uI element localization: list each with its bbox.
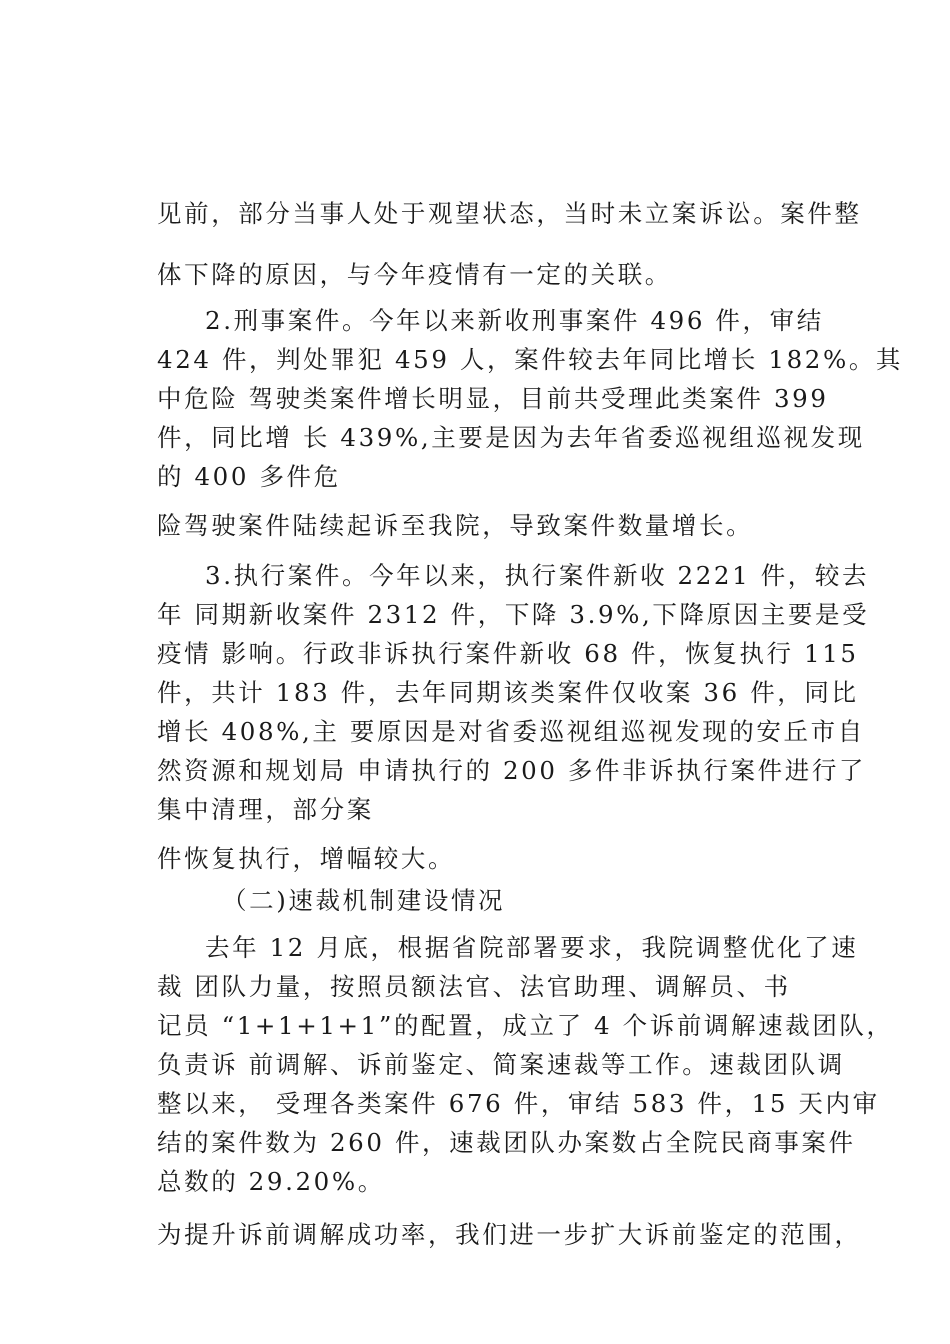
paragraph-enforcement-cases: 3.执行案件。今年以来，执行案件新收 2221 件，较去: [205, 561, 870, 590]
text-line: 疫情 影响。行政非诉执行案件新收 68 件，恢复执行 115: [157, 639, 859, 668]
paragraph-fast-track: 去年 12 月底，根据省院部署要求，我院调整优化了速: [205, 933, 859, 962]
text-line: 为提升诉前调解成功率，我们进一步扩大诉前鉴定的范围，: [157, 1220, 862, 1249]
paragraph-criminal-cases: 2.刑事案件。今年以来新收刑事案件 496 件，审结: [205, 306, 824, 335]
text-line: 整以来， 受理各类案件 676 件，审结 583 件，15 天内审: [157, 1089, 880, 1118]
text-line: 年 同期新收案件 2312 件，下降 3.9%,下降原因主要是受: [157, 600, 870, 629]
text-line: 险驾驶案件陆续起诉至我院，导致案件数量增长。: [157, 511, 754, 540]
text-line: 然资源和规划局 申请执行的 200 多件非诉执行案件进行了: [157, 756, 867, 785]
text-line: 见前，部分当事人处于观望状态，当时未立案诉讼。案件整: [157, 199, 862, 228]
text-line: 结的案件数为 260 件，速裁团队办案数占全院民商事案件: [157, 1128, 856, 1157]
text-line: 件，同比增 长 439%,主要是因为去年省委巡视组巡视发现: [157, 423, 865, 452]
text-line: 件恢复执行，增幅较大。: [157, 844, 456, 873]
text-line: 件，共计 183 件，去年同期该类案件仅收案 36 件，同比: [157, 678, 859, 707]
text-line: 集中清理，部分案: [157, 795, 374, 824]
text-line: 总数的 29.20%。: [157, 1167, 385, 1196]
text-line: 记员 “1+1+1+1”的配置，成立了 4 个诉前调解速裁团队，: [157, 1011, 894, 1040]
section-heading: （二)速裁机制建设情况: [222, 886, 506, 915]
text-line: 中危险 驾驶类案件增长明显，目前共受理此类案件 399: [157, 384, 829, 413]
text-line: 负责诉 前调解、诉前鉴定、简案速裁等工作。速裁团队调: [157, 1050, 845, 1079]
text-line: 424 件，判处罪犯 459 人，案件较去年同比增长 182%。其: [157, 345, 904, 374]
text-line: 增长 408%,主 要原因是对省委巡视组巡视发现的安丘市自: [157, 717, 865, 746]
text-line: 体下降的原因，与今年疫情有一定的关联。: [157, 260, 672, 289]
text-line: 裁 团队力量，按照员额法官、法官助理、调解员、书: [157, 972, 791, 1001]
text-line: 的 400 多件危: [157, 462, 341, 491]
